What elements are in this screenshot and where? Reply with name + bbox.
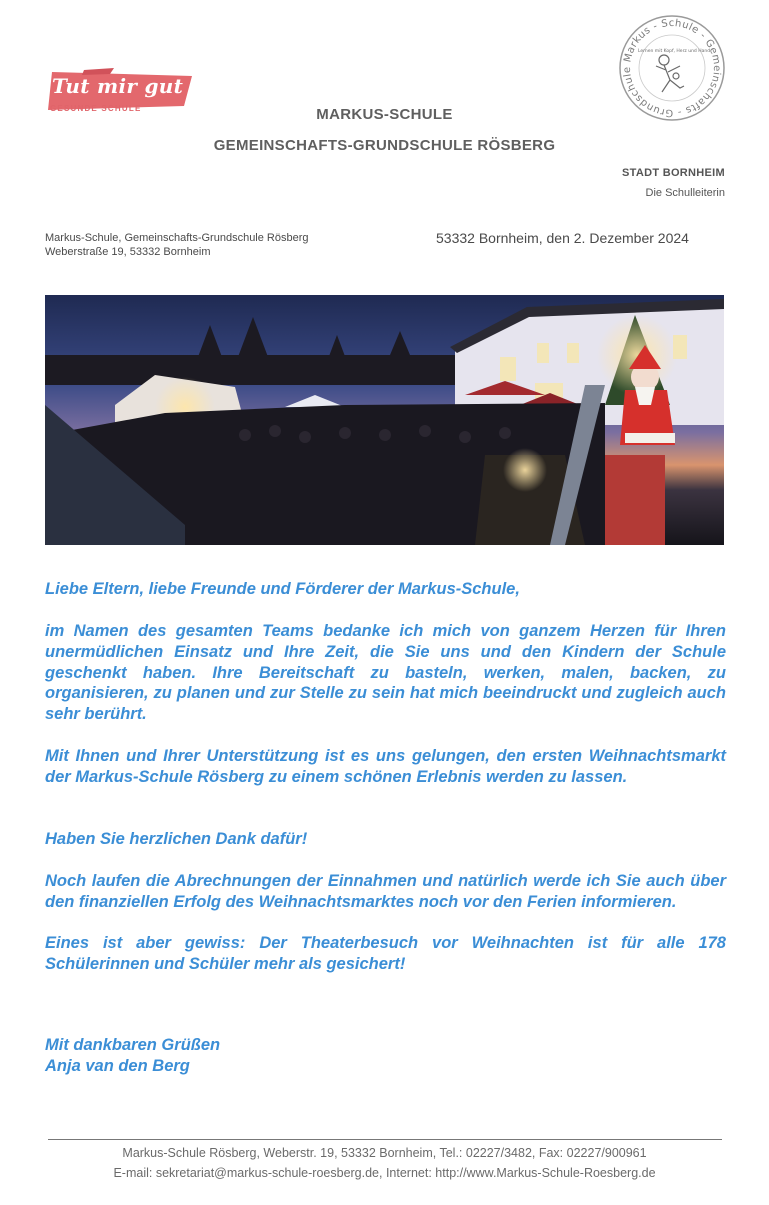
role-label: Die Schulleiterin — [645, 187, 725, 199]
christmas-market-photo — [45, 295, 724, 545]
stamp-motto: Lernen mit Kopf, Herz und Hand — [637, 49, 711, 54]
footer-contact: E-mail: sekretariat@markus-schule-roesberg.de, Internet: http://www.Markus-Schule-Roesberg.de — [113, 1166, 656, 1180]
sender-line-1: Markus-Schule, Gemeinschafts-Grundschule Rösberg — [45, 232, 309, 244]
logo-sub-text: GESUNDE SCHULE — [50, 104, 142, 113]
logo-main-text: Tut mir gut — [52, 74, 184, 98]
city-label: STADT BORNHEIM — [622, 167, 725, 179]
school-subtitle: GEMEINSCHAFTS-GRUNDSCHULE RÖSBERG — [213, 137, 556, 154]
letter-paragraph-4: Noch laufen die Abrechnungen der Einnahmen und natürlich werde ich Sie auch über den finanziellen Erfolg des Weihnachtsmarktes noch vor den Ferien informieren. — [45, 872, 726, 911]
sender-line-2: Weberstraße 19, 53332 Bornheim — [45, 246, 211, 258]
school-name: MARKUS-SCHULE — [316, 106, 453, 123]
date-line: 53332 Bornheim, den 2. Dezember 2024 — [436, 230, 689, 246]
letter-closing: Mit dankbaren Grüßen — [45, 1036, 221, 1054]
letter-greeting: Liebe Eltern, liebe Freunde und Förderer der Markus-Schule, — [45, 580, 520, 598]
letter-paragraph-5: Eines ist aber gewiss: Der Theaterbesuch vor Weihnachten ist für alle 178 Schülerinnen und Schüler mehr als gesichert! — [45, 934, 726, 973]
letter-signature: Anja van den Berg — [45, 1057, 190, 1075]
footer-address: Markus-Schule Rösberg, Weberstr. 19, 53332 Bornheim, Tel.: 02227/3482, Fax: 02227/900961 — [122, 1146, 647, 1160]
letter-paragraph-1: im Namen des gesamten Teams bedanke ich mich von ganzem Herzen für Ihren unermüdlichen Einsatz und Ihre Zeit, die Sie uns und den Kindern der Schule geschenkt haben. Ihre Bereitschaft zu basteln, werken, malen, backen, zu organisieren, zu planen und zur Stelle zu sein hat mich beeindruckt und zugleich auch sehr berührt. — [45, 622, 726, 724]
stamp-ring-text: Markus - Schule - Gemeinschafts - Grundschule — [621, 17, 723, 119]
letter-paragraph-3: Haben Sie herzlichen Dank dafür! — [45, 830, 308, 848]
footer-divider — [48, 1139, 722, 1140]
letter-paragraph-2: Mit Ihnen und Ihrer Unterstützung ist es uns gelungen, den ersten Weihnachtsmarkt der Markus-Schule Rösberg zu einem schönen Erlebnis werden zu lassen. — [45, 747, 726, 786]
